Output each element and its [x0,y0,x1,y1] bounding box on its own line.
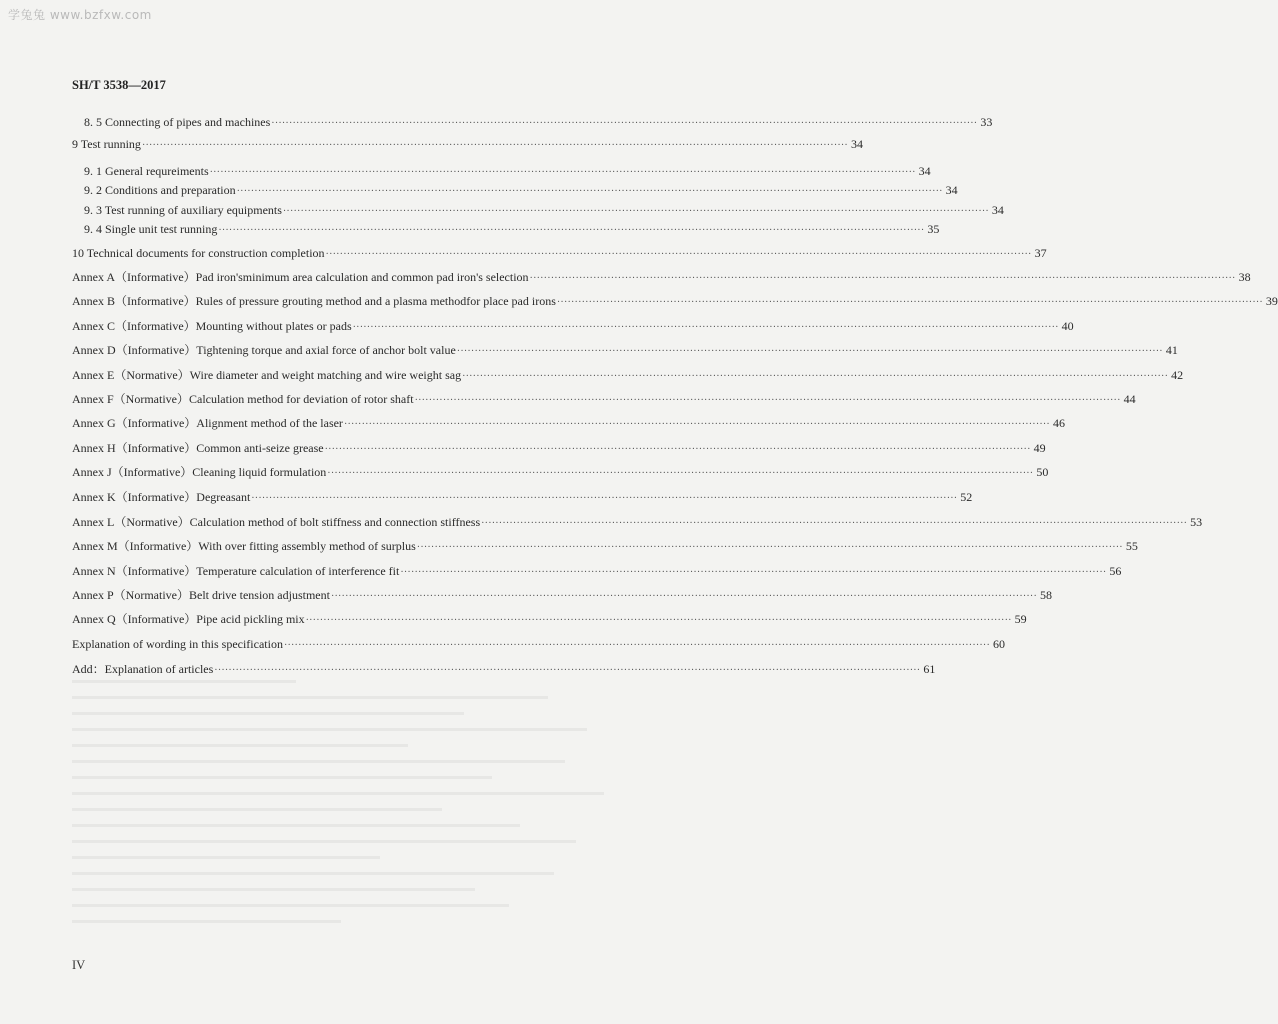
toc-entry-page: 52 [960,490,973,504]
toc-entry[interactable] [84,219,940,239]
toc-entry[interactable] [84,112,993,132]
toc-dot-leader: ········································································································································································································ [214,665,921,676]
toc-entry-page: 55 [1125,539,1138,553]
toc-entry-title: 8. 5 Connecting of pipes and machines [84,115,271,129]
toc-entry-title: Annex B（Informative）Rules of pressure grouting method and a plasma methodfor place pad irons [72,294,556,308]
toc-entry[interactable] [72,659,936,679]
toc-entry[interactable] [84,161,931,181]
toc-entry-title: Annex M（Informative）With over fitting assembly method of surplus [72,539,416,553]
toc-entry[interactable] [72,134,863,154]
toc-entry-page: 42 [1171,368,1184,382]
toc-entry[interactable] [72,561,1122,581]
toc-entry-page: 60 [992,637,1005,651]
bleed-through-text [72,680,632,950]
toc-entry-page: 44 [1123,392,1136,406]
toc-dot-leader: ········································································································································································································ [352,322,1059,333]
toc-entry-page: 34 [991,203,1004,217]
toc-entry[interactable] [72,585,1052,605]
toc-entry-page: 34 [850,137,863,151]
toc-dot-leader: ········································································································································································································ [414,395,1121,406]
toc-entry-title: 9. 4 Single unit test running [84,222,218,236]
toc-entry-title: Annex N（Informative）Temperature calculation of interference fit [72,564,400,578]
toc-dot-leader: ········································································································································································································ [400,567,1107,578]
toc-entry-page: 53 [1190,515,1203,529]
toc-entry-title: Annex E（Normative）Wire diameter and weight matching and wire weight sag [72,368,462,382]
document-code: SH/T 3538—2017 [72,78,166,92]
toc-entry-page: 33 [980,115,993,129]
toc-entry[interactable] [72,536,1138,556]
toc-dot-leader: ········································································································································································································ [330,591,1037,602]
toc-entry-title: Annex P（Normative）Belt drive tension adjustment [72,588,330,602]
toc-entry-title: 10 Technical documents for construction completion [72,246,325,260]
toc-dot-leader: ········································································································································································································ [271,118,978,129]
toc-dot-leader: ········································································································································································································ [416,542,1123,553]
toc-entry-page: 41 [1165,343,1178,357]
toc-entry-page: 34 [945,183,958,197]
toc-dot-leader: ········································································································································································································ [462,371,1169,382]
toc-entry-title: Annex K（Informative）Degreasant [72,490,251,504]
toc-entry-page: 39 [1265,294,1278,308]
toc-dot-leader: ········································································································································································································ [209,167,916,178]
toc-dot-leader: ········································································································································································································ [556,297,1263,308]
toc-entry-title: Annex A（Informative）Pad iron'sminimum area calculation and common pad iron's selection [72,270,529,284]
toc-entry-page: 56 [1109,564,1122,578]
toc-entry[interactable] [72,462,1049,482]
toc-entry-title: 9. 2 Conditions and preparation [84,183,236,197]
toc-entry-title: Annex D（Informative）Tightening torque and axial force of anchor bolt value [72,343,456,357]
toc-entry-page: 49 [1033,441,1046,455]
toc-entry-page: 46 [1052,416,1065,430]
toc-entry[interactable] [72,413,1065,433]
toc-dot-leader: ········································································································································································································ [324,444,1031,455]
toc-entry[interactable] [72,316,1074,336]
toc-entry[interactable] [84,200,1004,220]
toc-dot-leader: ········································································································································································································ [218,225,925,236]
toc-entry[interactable] [84,180,958,200]
toc-dot-leader: ········································································································································································································ [251,493,958,504]
toc-entry-title: Annex G（Informative）Alignment method of the laser [72,416,343,430]
toc-dot-leader: ········································································································································································································ [343,419,1050,430]
toc-dot-leader: ········································································································································································································ [305,615,1012,626]
toc-entry-title: 9. 1 General requreiments [84,164,209,178]
toc-entry-title: Annex F（Normative）Calculation method for deviation of rotor shaft [72,392,414,406]
toc-entry-page: 58 [1039,588,1052,602]
toc-dot-leader: ········································································································································································································ [481,518,1188,529]
toc-entry-title: Annex L（Normative）Calculation method of bolt stiffness and connection stiffness [72,515,481,529]
toc-entry-title: Annex H（Informative）Common anti-seize grease [72,441,324,455]
toc-entry-title: Annex C（Informative）Mounting without plates or pads [72,319,352,333]
toc-dot-leader: ········································································································································································································ [236,186,943,197]
toc-entry-title: Add：Explanation of articles [72,662,214,676]
toc-entry-page: 59 [1014,612,1027,626]
toc-entry[interactable] [72,389,1136,409]
toc-entry[interactable] [72,634,1005,654]
toc-entry-title: Explanation of wording in this specification [72,637,283,651]
toc-dot-leader: ········································································································································································································ [141,140,848,151]
toc-entry[interactable] [72,438,1046,458]
toc-dot-leader: ········································································································································································································ [327,468,1034,479]
toc-entry-page: 34 [918,164,931,178]
toc-entry-title: Annex Q（Informative）Pipe acid pickling mix [72,612,305,626]
toc-entry[interactable] [72,267,1251,287]
toc-entry-page: 35 [927,222,940,236]
toc-entry[interactable] [72,340,1178,360]
toc-entry[interactable] [72,512,1203,532]
watermark: 学兔兔 www.bzfxw.com [8,8,152,22]
toc-entry-title: 9. 3 Test running of auxiliary equipments [84,203,282,217]
toc-entry-title: 9 Test running [72,137,141,151]
toc-dot-leader: ········································································································································································································ [282,206,989,217]
toc-entry[interactable] [72,365,1184,385]
page-number: IV [72,958,86,972]
toc-entry[interactable] [72,487,973,507]
toc-entry-page: 50 [1036,465,1049,479]
toc-dot-leader: ········································································································································································································ [529,273,1236,284]
toc-entry-page: 38 [1238,270,1251,284]
toc-dot-leader: ········································································································································································································ [325,249,1032,260]
toc-entry[interactable] [72,609,1027,629]
toc-entry-page: 37 [1034,246,1047,260]
toc-dot-leader: ········································································································································································································ [456,346,1163,357]
toc-entry[interactable] [72,243,1047,263]
toc-entry-title: Annex J（Informative）Cleaning liquid formulation [72,465,327,479]
toc-entry[interactable] [72,291,1278,311]
toc-entry-page: 61 [923,662,936,676]
toc-dot-leader: ········································································································································································································ [283,640,990,651]
toc-entry-page: 40 [1061,319,1074,333]
